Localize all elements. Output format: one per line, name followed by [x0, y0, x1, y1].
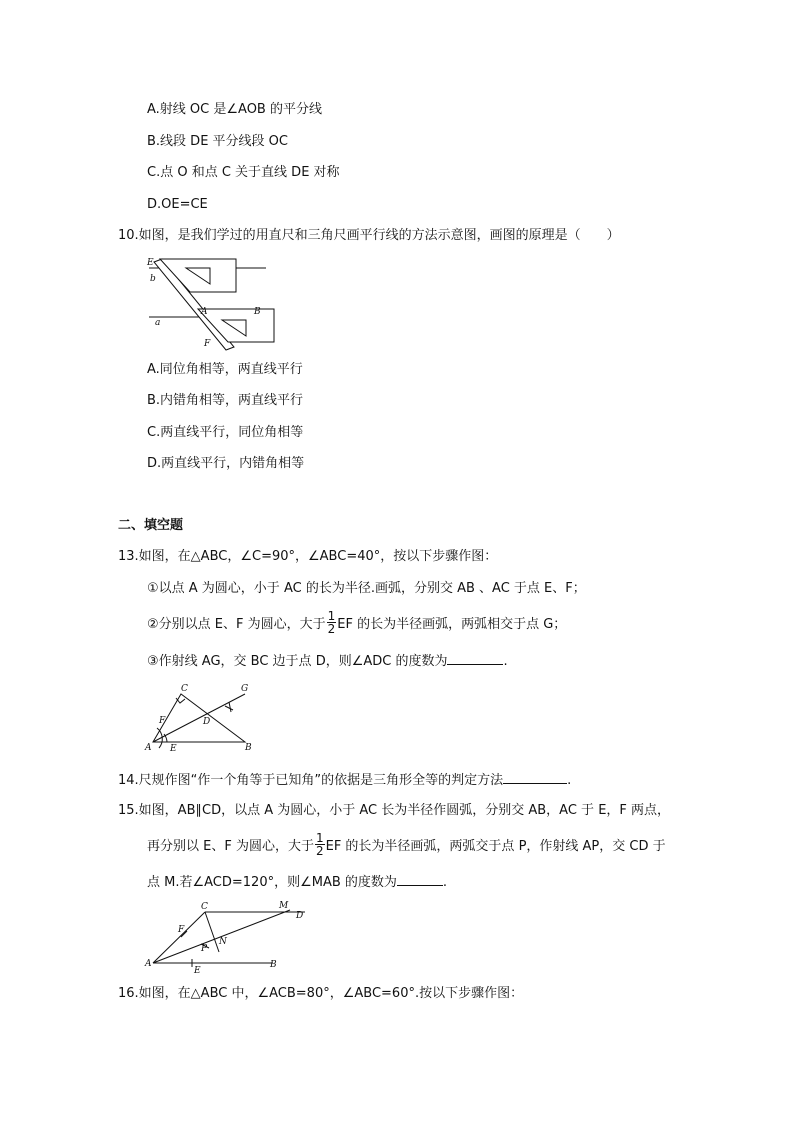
q10-option-c: C.两直线平行，同位角相等 [147, 425, 304, 440]
arc-g2 [229, 702, 231, 712]
label-F: F [178, 925, 185, 935]
q16-stem: 16.如图，在△ABC 中，∠ACB=80°，∠ABC=60°.按以下步骤作图： [118, 986, 524, 1001]
q10-option-b: B.内错角相等，两直线平行 [147, 393, 304, 408]
fraction-half: $\frac{1}{2}$ [327, 609, 336, 636]
label-C: C [181, 684, 188, 694]
segment-cn [205, 912, 219, 952]
q13-step1: ①以点 A 为圆心，小于 AC 的长为半径.画弧，分别交 AB 、AC 于点 E、F； [147, 581, 586, 596]
q15-line2-pre: 再分别以 E、F 为圆心，大于 [147, 839, 314, 854]
segment-ac [153, 912, 205, 963]
label-F: F [204, 339, 211, 349]
q13-step2 [147, 609, 567, 637]
label-E: E [194, 966, 201, 976]
section-title: 二、填空题 [118, 518, 184, 533]
q10-stem: 10.如图，是我们学过的用直尺和三角尺画平行线的方法示意图，画图的原理是（ ） [118, 228, 620, 243]
label-a: a [155, 318, 161, 328]
label-P: P [201, 944, 208, 954]
label-D: D [296, 911, 304, 921]
q10-option-d: D.两直线平行，内错角相等 [147, 456, 305, 471]
label-E: E [170, 744, 177, 754]
label-B: B [254, 307, 261, 317]
label-F: F [159, 716, 166, 726]
label-N: N [219, 937, 227, 947]
q15-figure [145, 900, 315, 975]
q10-option-a: A.同位角相等，两直线平行 [147, 362, 303, 377]
label-G: G [241, 684, 249, 694]
q15-line3: 点 M.若∠ACD=120°，则∠MAB 的度数为 . [147, 875, 448, 890]
label-A: A [145, 743, 152, 753]
q9-option-b: B.线段 DE 平分线段 OC [147, 134, 288, 149]
answer-blank[interactable] [503, 771, 567, 784]
q15-line3-text: 点 M.若∠ACD=120°，则∠MAB 的度数为 [147, 875, 397, 890]
q13-figure [145, 682, 270, 754]
q13-step2-pre: ②分别以点 E、F 为圆心，大于 [147, 617, 326, 632]
q14-text: 14.尺规作图“作一个角等于已知角”的依据是三角形全等的判定方法 [118, 773, 504, 788]
q13-stem: 13.如图，在△ABC，∠C=90°，∠ABC=40°，按以下步骤作图： [118, 549, 498, 564]
q15-line2 [147, 831, 666, 859]
fraction-half: $\frac{1}{2}$ [315, 831, 324, 858]
q14: 14.尺规作图“作一个角等于已知角”的依据是三角形全等的判定方法 . [118, 773, 572, 788]
label-A: A [201, 307, 208, 317]
arc-g1 [225, 706, 233, 710]
q9-option-c: C.点 O 和点 C 关于直线 DE 对称 [147, 165, 340, 180]
q9-option-a: A.射线 OC 是∠AOB 的平分线 [147, 102, 322, 117]
label-B: B [245, 743, 252, 753]
answer-blank[interactable] [397, 873, 443, 886]
label-D: D [203, 717, 211, 727]
label-C: C [201, 902, 208, 912]
q13-step3-text: ③作射线 AG，交 BC 边于点 D，则∠ADC 的度数为 [147, 654, 448, 669]
q13-step2-post: EF 的长为半径画弧，两弧相交于点 G； [337, 617, 567, 632]
label-M: M [279, 901, 289, 911]
label-B: B [270, 960, 277, 970]
q10-figure [146, 254, 270, 350]
q9-option-d: D.OE=CE [147, 197, 208, 212]
q15-line1: 15.如图，AB∥CD，以点 A 为圆心，小于 AC 长为半径作圆弧，分别交 AB，AC 于 E，F 两点， [118, 803, 671, 818]
q13-step3: ③作射线 AG，交 BC 边于点 D，则∠ADC 的度数为 . [147, 654, 508, 669]
answer-blank[interactable] [447, 652, 503, 665]
label-b: b [150, 274, 156, 284]
label-E: E [147, 258, 154, 268]
q15-line2-post: EF 的长为半径画弧，两弧交于点 P，作射线 AP，交 CD 于 [325, 839, 666, 854]
label-A: A [145, 959, 152, 969]
